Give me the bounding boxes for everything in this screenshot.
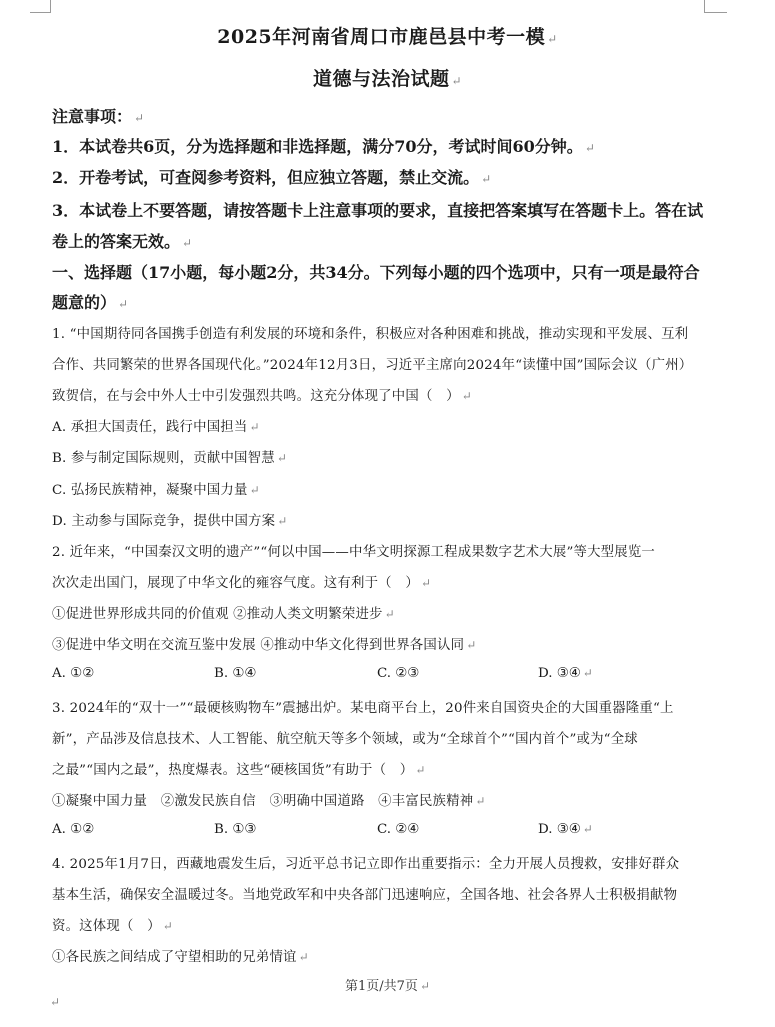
- question-3-choice-d: D. ③④ ↵: [538, 822, 593, 837]
- question-2-statements: ①促进世界形成共同的价值观 ②推动人类文明繁荣进步 ↵: [52, 607, 395, 622]
- question-3-statements: ①凝聚中国力量 ②激发民族自信 ③明确中国道路 ④丰富民族精神 ↵: [52, 794, 486, 809]
- document-title: 2025年河南省周口市鹿邑县中考一模 ↵: [217, 26, 558, 48]
- question-4-statements: ①各民族之间结成了守望相助的兄弟情谊 ↵: [52, 950, 309, 965]
- question-4-stem: 基本生活，确保安全温暖过冬。当地党政军和中央各部门迅速响应，全国各地、社会各界人士积极捐献物: [52, 888, 678, 903]
- page-footer: 第1页/共7页 ↵: [345, 979, 430, 994]
- notes-heading: 注意事项： ↵: [52, 107, 145, 126]
- paragraph-mark: ↵: [50, 995, 61, 1009]
- crop-mark-top-left: [30, 0, 51, 13]
- document-subtitle: 道德与法治试题 ↵: [312, 68, 463, 90]
- question-3-stem: 之最”“国内之最”，热度爆表。这些“硬核国货”有助于（ ） ↵: [52, 763, 426, 778]
- section-heading: 题意的） ↵: [52, 293, 129, 312]
- question-4-stem: 资。这体现（ ） ↵: [52, 919, 173, 934]
- question-1-option-c: C. 弘扬民族精神，凝聚中国力量 ↵: [52, 483, 260, 498]
- note-item: 2．开卷考试，可查阅参考资料，但应独立答题，禁止交流。 ↵: [52, 168, 492, 187]
- crop-mark-top-right: [704, 0, 727, 13]
- question-1-stem: 合作、共同繁荣的世界各国现代化。”2024年12月3日，习近平主席向2024年“读懂中国”国际会议（广州）: [52, 358, 693, 373]
- note-item: 卷上的答案无效。 ↵: [52, 232, 193, 251]
- note-item: 3．本试卷上不要答题，请按答题卡上注意事项的要求，直接把答案填写在答题卡上。答在试: [52, 201, 704, 220]
- question-3-choice-c: C. ②④: [377, 822, 420, 837]
- question-1-option-b: B. 参与制定国际规则，贡献中国智慧 ↵: [52, 451, 288, 466]
- question-2-stem: 2. 近年来，“中国秦汉文明的遗产”“何以中国——中华文明探源工程成果数字艺术大展”等大型展览一: [52, 545, 656, 560]
- question-3-choice-b: B. ①③: [214, 822, 257, 837]
- question-2-statements: ③促进中华文明在交流互鉴中发展 ④推动中华文化得到世界各国认同 ↵: [52, 638, 477, 653]
- question-3-stem: 3. 2024年的“双十一”“最硬核购物车”震撼出炉。某电商平台上，20件来自国资央企的大国重器隆重“上: [52, 701, 674, 716]
- question-1-option-a: A. 承担大国责任，践行中国担当 ↵: [52, 420, 260, 435]
- question-3-stem: 新”，产品涉及信息技术、人工智能、航空航天等多个领域，或为“全球首个”“国内首个”或为“全球: [52, 732, 638, 747]
- question-2-stem: 次次走出国门，展现了中华文化的雍容气度。这有利于（ ） ↵: [52, 576, 432, 591]
- question-3-choice-a: A. ①②: [52, 822, 95, 837]
- question-1-option-d: D. 主动参与国际竞争，提供中国方案 ↵: [52, 514, 288, 529]
- question-2-choice-c: C. ②③: [377, 666, 420, 681]
- question-2-choice-b: B. ①④: [214, 666, 257, 681]
- question-2-choice-d: D. ③④ ↵: [538, 666, 593, 681]
- question-2-choice-a: A. ①②: [52, 666, 95, 681]
- note-item: 1．本试卷共6页，分为选择题和非选择题，满分70分，考试时间60分钟。 ↵: [52, 137, 595, 156]
- question-4-stem: 4. 2025年1月7日，西藏地震发生后，习近平总书记立即作出重要指示：全力开展人员搜救，安排好群众: [52, 857, 680, 872]
- question-1-stem: 致贺信，在与会中外人士中引发强烈共鸣。这充分体现了中国（ ） ↵: [52, 389, 472, 404]
- section-heading: 一、选择题（17小题，每小题2分，共34分。下列每小题的四个选项中，只有一项是最符合: [52, 263, 700, 282]
- question-1-stem: 1. “中国期待同各国携手创造有利发展的环境和条件，积极应对各种困难和挑战，推动实现和平发展、互利: [52, 327, 689, 342]
